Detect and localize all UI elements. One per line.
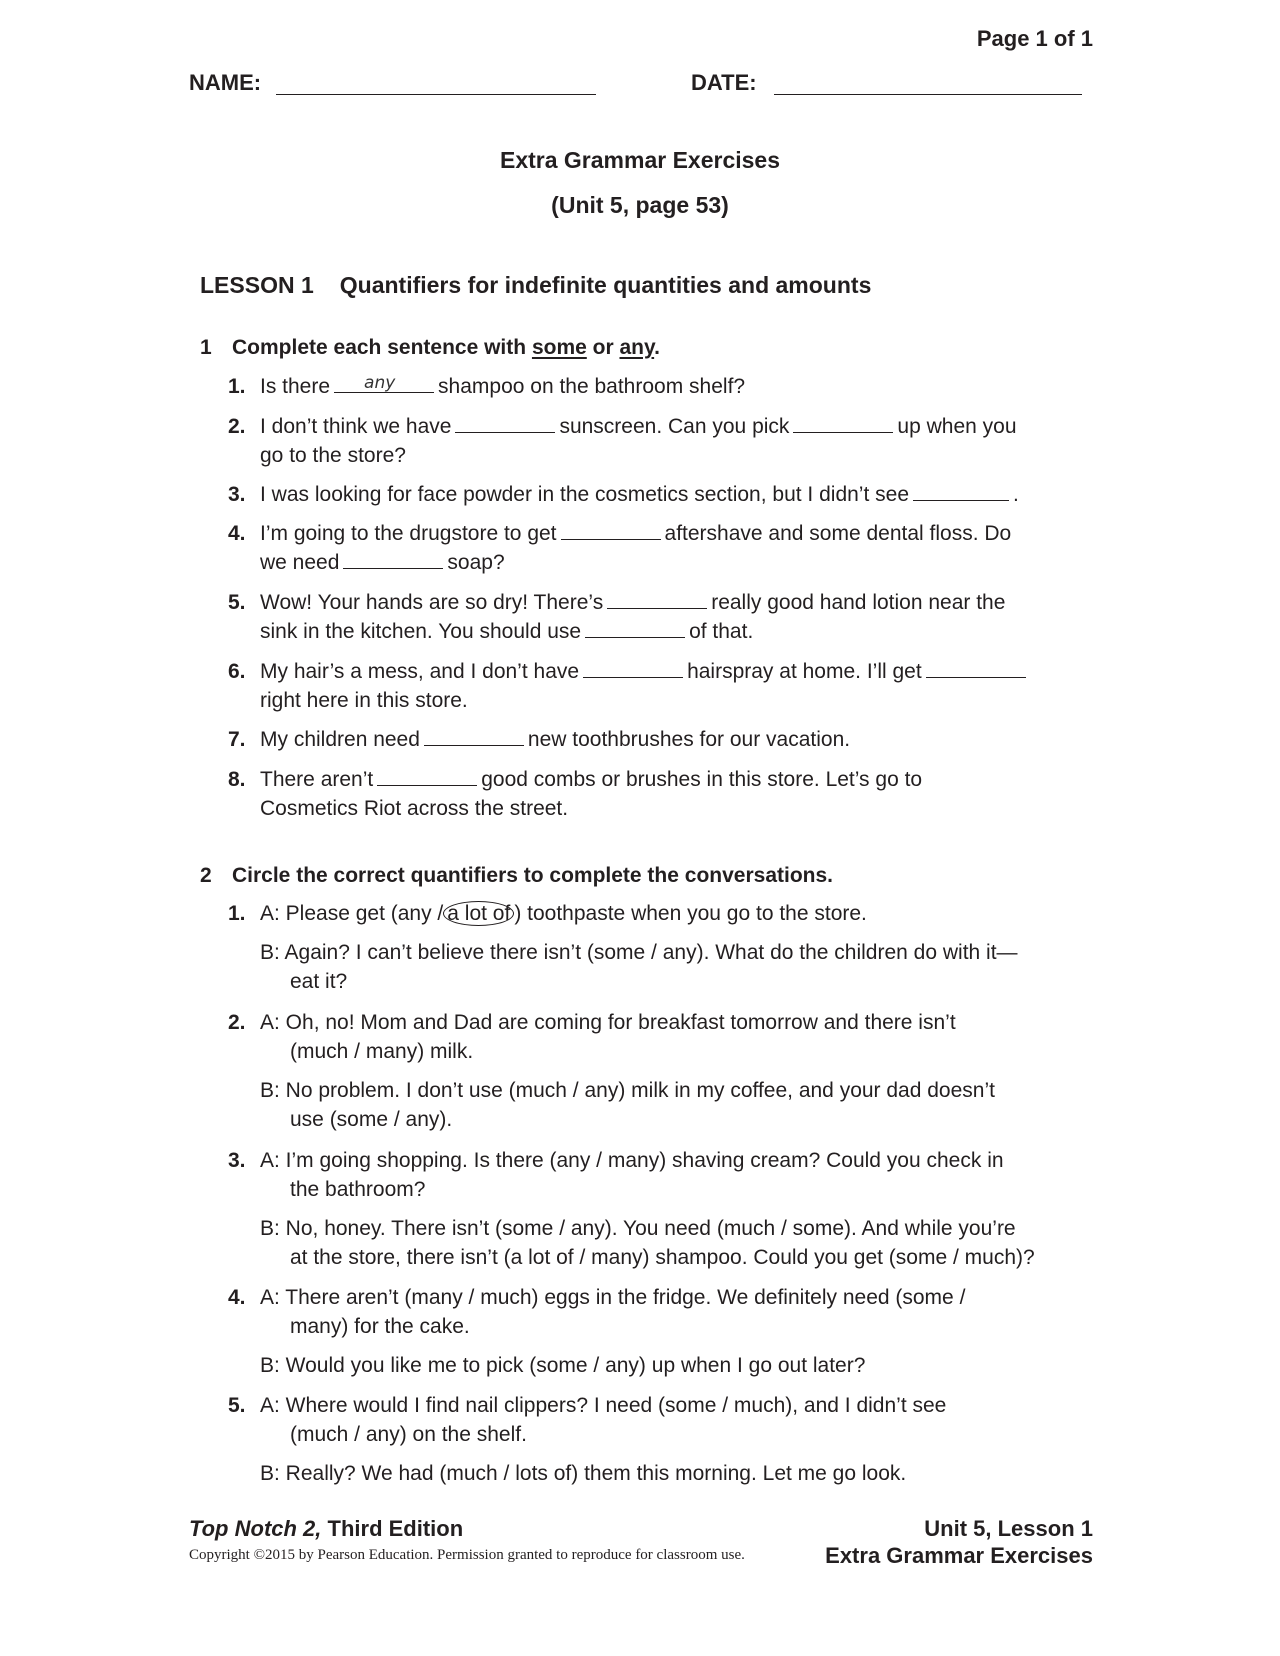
answer-blank[interactable]: [583, 660, 683, 678]
answer-blank[interactable]: [561, 522, 661, 540]
ex1-item-2: 2. I don’t think we have sunscreen. Can you pick up when you go to the store?: [228, 415, 1017, 467]
name-blank[interactable]: [276, 94, 596, 95]
ex2-item-2: 2. A: Oh, no! Mom and Dad are coming for breakfast tomorrow and there isn’t (much / many) milk. B: No problem. I don’t use (much / any) milk in my coffee, and your dad doesn’t use (some / any).: [228, 1011, 995, 1131]
lesson-heading: [200, 272, 871, 299]
answer-blank[interactable]: [607, 591, 707, 609]
answer-blank[interactable]: [793, 415, 893, 433]
name-label: NAME:: [189, 70, 262, 95]
ex2-item-5: 5. A: Where would I find nail clippers? I need (some / much), and I didn’t see (much / any) on the shelf. B: Really? We had (much / lots of) them this morning. Let me go look.: [228, 1394, 947, 1485]
lesson-title: Quantifiers for indefinite quantities and amounts: [339, 272, 872, 298]
exercise-2-instruction: 2 Circle the correct quantifiers to complete the conversations.: [200, 864, 833, 887]
handwritten-answer: any: [364, 373, 396, 393]
copyright: Copyright ©2015 by Pearson Education. Permission granted to reproduce for classroom use.: [189, 1547, 745, 1563]
book-title: Top Notch 2, Third Edition: [189, 1516, 464, 1541]
answer-blank[interactable]: [334, 375, 434, 393]
page-number: Page 1 of 1: [976, 26, 1093, 51]
ex2-item-1: 1. A: Please get (any / a lot of ) toothpaste when you go to the store. B: Again? I can’t believe there isn’t (some / any). What do the children do with it— eat it?: [228, 902, 1018, 993]
ex1-item-5: 5. Wow! Your hands are so dry! There’s really good hand lotion near the sink in the kitchen. You should use of that.: [228, 591, 1006, 643]
date-blank[interactable]: [774, 94, 1082, 95]
answer-blank[interactable]: [926, 660, 1026, 678]
ex1-item-1: 1. Is there any shampoo on the bathroom shelf?: [228, 372, 745, 401]
answer-blank[interactable]: [585, 620, 685, 638]
answer-blank[interactable]: [913, 483, 1009, 501]
lesson-label: LESSON 1: [200, 272, 314, 298]
section-name: Extra Grammar Exercises: [825, 1543, 1093, 1568]
ex1-item-4: 4. I’m going to the drugstore to get aftershave and some dental floss. Do we need soap?: [228, 522, 1012, 574]
unit-lesson: Unit 5, Lesson 1: [924, 1516, 1093, 1541]
date-label: DATE:: [691, 70, 757, 95]
worksheet-subtitle: (Unit 5, page 53): [551, 192, 729, 218]
answer-blank[interactable]: [343, 551, 443, 569]
worksheet-title: Extra Grammar Exercises: [499, 147, 781, 173]
ex1-item-6: 6. My hair’s a mess, and I don’t have hairspray at home. I’ll get right here in this store.: [228, 657, 1030, 715]
ex2-item-3: 3. A: I’m going shopping. Is there (any / many) shaving cream? Could you check in the bathroom? B: No, honey. There isn’t (some / any). You need (much / some). And while you’re at the store, there isn’t (a lot of / many) shampoo. Could you get (some / much)?: [228, 1149, 1035, 1269]
answer-blank[interactable]: [455, 415, 555, 433]
answer-blank[interactable]: [377, 768, 477, 786]
ex1-item-7: 7. My children need new toothbrushes for our vacation.: [228, 728, 851, 751]
answer-blank[interactable]: [424, 728, 524, 746]
ex1-item-3: 3. I was looking for face powder in the cosmetics section, but I didn’t see .: [228, 483, 1019, 506]
exercise-1-instruction: 1 Complete each sentence with some or any.: [200, 336, 660, 359]
ex2-item-4: 4. A: There aren’t (many / much) eggs in the fridge. We definitely need (some / many) for the cake. B: Would you like me to pick (some / any) up when I go out later?: [228, 1286, 966, 1377]
ex1-item-8: 8. There aren’t good combs or brushes in this store. Let’s go to Cosmetics Riot across the street.: [228, 768, 923, 820]
circled-answer: a lot of: [443, 901, 514, 926]
